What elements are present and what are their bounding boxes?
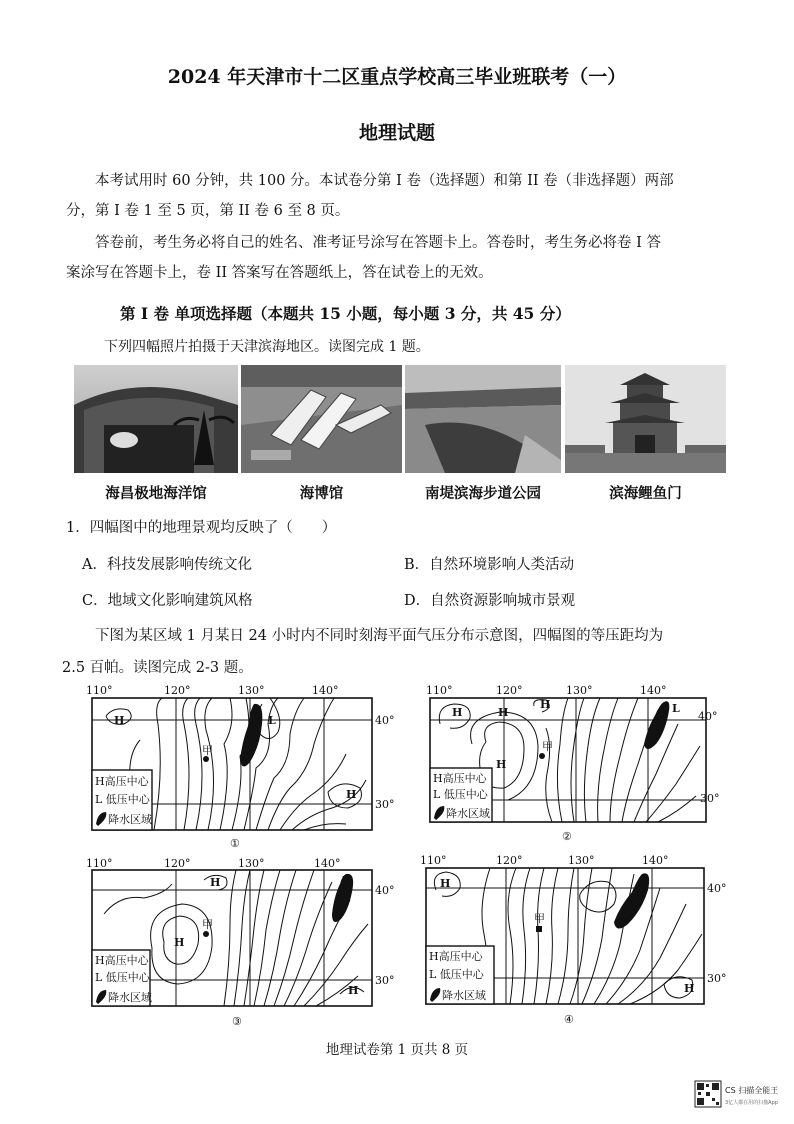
section-heading: 第 I 卷 单项选择题（本题共 15 小题，每小题 3 分，共 45 分）: [120, 304, 571, 323]
intro-line: 下图为某区域 1 月某日 24 小时内不同时刻海平面气压分布示意图，四幅图的等压距均为: [95, 628, 664, 644]
legend-low: L 低压中心: [433, 788, 488, 801]
pressure-label: L: [672, 702, 680, 715]
place-label: 甲: [542, 740, 553, 753]
lat-label: 40°: [698, 710, 718, 723]
legend-high: H高压中心: [95, 775, 149, 788]
lon-label: 140°: [642, 854, 669, 867]
legend-high: H高压中心: [429, 950, 483, 963]
exam-subject: 地理试题: [358, 122, 435, 144]
pressure-label: H: [496, 758, 507, 771]
lat-label: 40°: [375, 714, 395, 727]
pavilion-gate-photo: [565, 365, 726, 473]
lon-label: 120°: [164, 857, 191, 870]
pressure-label: L: [268, 714, 276, 727]
photo-caption: 南堤滨海步道公园: [425, 485, 541, 502]
legend-low: L 低压中心: [95, 971, 150, 984]
pressure-label: H: [540, 698, 551, 711]
isobar-map-1: [84, 684, 395, 850]
isobar-map-4: [420, 854, 727, 1029]
lon-label: 130°: [568, 854, 595, 867]
lat-label: 40°: [375, 884, 395, 897]
lon-label: 140°: [640, 684, 667, 697]
lon-label: 110°: [86, 857, 113, 870]
legend-rain: 降水区域: [442, 989, 486, 1002]
scanner-brand: CS 扫描全能王: [725, 1086, 779, 1095]
lon-label: 120°: [496, 854, 523, 867]
lon-label: 140°: [314, 857, 341, 870]
map-number: ④: [564, 1013, 574, 1026]
lon-label: 110°: [426, 684, 453, 697]
legend-low: L 低压中心: [95, 793, 150, 806]
coastal-park-photo: [405, 365, 561, 473]
pressure-label: H: [210, 876, 221, 889]
option-d: D．自然资源影响城市景观: [404, 593, 576, 609]
pressure-label: H: [498, 706, 509, 719]
building-dome-photo: [74, 365, 238, 473]
place-label: 甲: [202, 744, 213, 757]
map-number: ③: [232, 1015, 242, 1028]
pressure-label: L: [342, 874, 350, 887]
legend-rain: 降水区域: [446, 807, 490, 820]
question-1-stem: 1．四幅图中的地理景观均反映了（ ）: [66, 520, 337, 536]
pressure-label: H: [174, 936, 185, 949]
scanner-tagline: 3亿人都在用的扫描App: [725, 1100, 778, 1106]
lat-label: 30°: [700, 792, 720, 805]
scanner-badge: [694, 1080, 786, 1110]
pressure-label: H: [348, 984, 359, 997]
option-b: B．自然环境影响人类活动: [404, 557, 575, 573]
lon-label: 130°: [238, 684, 265, 697]
intro-line: 答卷前，考生务必将自己的姓名、准考证号涂写在答题卡上。答卷时，考生务必将卷 I 答: [95, 235, 661, 251]
intro-paragraph-2: [66, 228, 736, 288]
intro-line: 2.5 百帕。读图完成 2-3 题。: [62, 660, 253, 676]
photo-caption: 海博馆: [299, 485, 344, 502]
museum-aerial-photo: [241, 365, 402, 473]
map-number: ①: [230, 837, 240, 850]
legend-high: H高压中心: [95, 954, 149, 967]
lon-label: 130°: [566, 684, 593, 697]
place-label: 甲: [534, 912, 545, 925]
page-footer: 地理试卷第 1 页共 8 页: [325, 1042, 469, 1058]
option-c: C．地域文化影响建筑风格: [82, 593, 253, 609]
legend-low: L 低压中心: [429, 968, 484, 981]
place-label: 甲: [202, 918, 213, 931]
intro-line: 本考试用时 60 分钟，共 100 分。本试卷分第 I 卷（选择题）和第 II 卷（非选择题）两部: [95, 173, 674, 189]
pressure-label: H: [452, 706, 463, 719]
lon-label: 140°: [312, 684, 339, 697]
lat-label: 30°: [375, 974, 395, 987]
legend-rain: 降水区域: [108, 991, 152, 1004]
legend-rain: 降水区域: [108, 813, 152, 826]
intro-line: 分，第 I 卷 1 至 5 页，第 II 卷 6 至 8 页。: [66, 203, 350, 219]
lon-label: 110°: [420, 854, 447, 867]
intro-paragraph-1: [66, 166, 736, 226]
question-2-intro: [62, 620, 736, 684]
map-number: ②: [562, 830, 572, 843]
lon-label: 130°: [238, 857, 265, 870]
lat-label: 40°: [707, 882, 727, 895]
pressure-label: H: [346, 788, 357, 801]
lat-label: 30°: [707, 972, 727, 985]
lat-label: 30°: [375, 798, 395, 811]
lon-label: 110°: [86, 684, 113, 697]
exam-title: 2024 年天津市十二区重点学校高三毕业班联考（一）: [167, 66, 627, 88]
isobar-map-3: [84, 854, 395, 1029]
isobar-map-2: [420, 684, 720, 849]
photo-caption: 海昌极地海洋馆: [105, 485, 207, 502]
pressure-label: H: [684, 982, 695, 995]
option-a: A．科技发展影响传统文化: [82, 557, 252, 573]
question-lead: 下列四幅照片拍摄于天津滨海地区。读图完成 1 题。: [104, 339, 430, 355]
lon-label: 120°: [496, 684, 523, 697]
pressure-label: H: [114, 714, 125, 727]
photo-caption: 滨海鲤鱼门: [609, 485, 682, 502]
legend-high: H高压中心: [433, 772, 487, 785]
lon-label: 120°: [164, 684, 191, 697]
intro-line: 案涂写在答题卡上，卷 II 答案写在答题纸上，答在试卷上的无效。: [66, 265, 493, 281]
pressure-label: H: [440, 877, 451, 890]
